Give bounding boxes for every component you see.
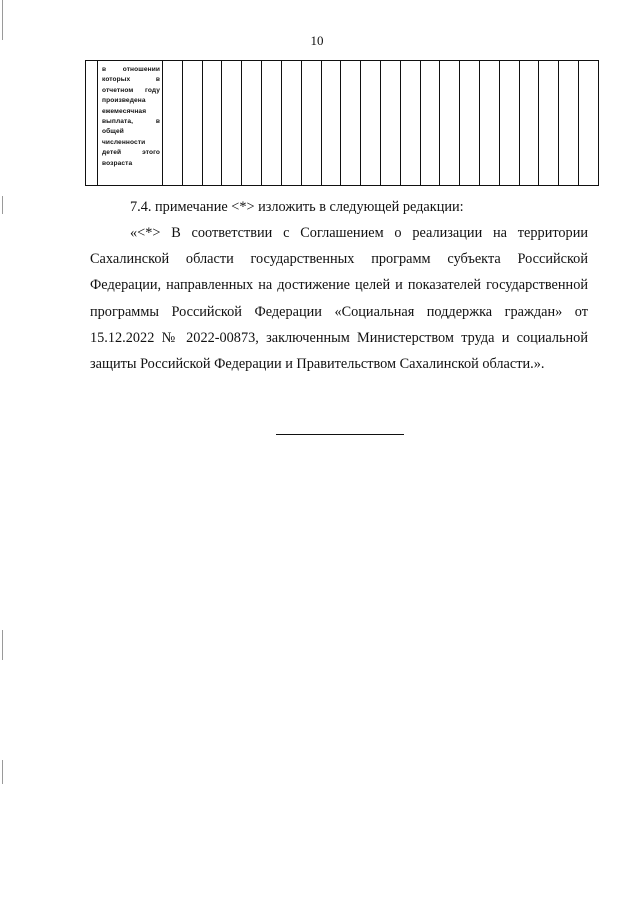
scan-margin-mark [2,760,3,784]
table-cell-empty [182,61,202,186]
table-cell-empty [262,61,282,186]
table-cell-empty [440,61,460,186]
table-cell-empty [539,61,559,186]
table-cell-empty [163,61,183,186]
table-cell-empty [420,61,440,186]
table-cell-empty [281,61,301,186]
table-cell-empty [202,61,222,186]
table-cell-label [98,61,163,186]
indicator-label: в отношении которых в отчетном году произведена ежемесячная выплата, в общей численности детей этого возраста [102,66,160,167]
amendment-item: 7.4. примечание <*> изложить в следующей редакции: [130,199,464,215]
closing-divider [276,434,404,435]
table-cell-empty [480,61,500,186]
table-cell-empty [400,61,420,186]
table-cell-empty [242,61,262,186]
table-cell-empty [361,61,381,186]
table-row [86,61,599,186]
table-cell-empty [222,61,242,186]
table-cell-empty [460,61,480,186]
note-paragraph: «<*> В соответствии с Соглашением о реализации на территории Сахалинской области государственных программ субъекта Российской Федерации, направленных на достижение целей и показателей государственной программы Российской Федерации «Социальная поддержка граждан» от 15.12.2022 № 2022-00873, заключенным Министерством труда и социальной защиты Российской Федерации и Правительством Сахалинской области.». [90,225,588,373]
table-cell-empty [341,61,361,186]
table-cell-empty [559,61,579,186]
indicator-table [85,60,599,186]
scan-margin-mark [2,196,3,214]
table-cell-empty [579,61,599,186]
table-cell-empty [321,61,341,186]
table-cell-empty [519,61,539,186]
scan-margin-mark [2,0,3,40]
table-cell-empty [86,61,98,186]
table-cell-empty [499,61,519,186]
table-cell-empty [380,61,400,186]
table-cell-empty [301,61,321,186]
indicator-table-grid [85,60,599,186]
page-number: 10 [310,33,324,48]
scan-margin-mark [2,630,3,660]
